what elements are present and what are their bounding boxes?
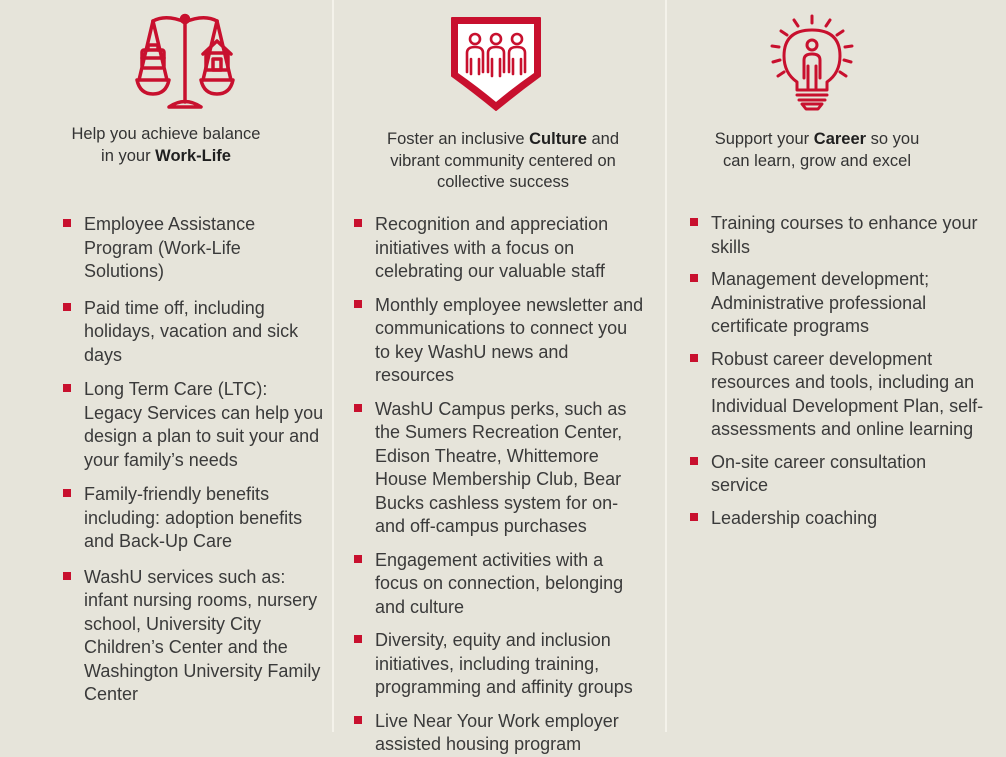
list-item: Family-friendly benefits including: adoption benefits and Back-Up Care bbox=[63, 483, 325, 554]
list-item: Robust career development resources and tools, including an Individual Development Plan, self-assessments and online learning bbox=[690, 348, 986, 442]
list-item: Recognition and appreciation initiatives with a focus on celebrating our valuable staff bbox=[354, 213, 644, 284]
list-item: Engagement activities with a focus on connection, belonging and culture bbox=[354, 549, 644, 620]
list-item: Management development; Administrative professional certificate programs bbox=[690, 268, 986, 339]
culture-list bbox=[354, 213, 644, 757]
list-item: Long Term Care (LTC): Legacy Services can help you design a plan to suit your and your family’s needs bbox=[63, 378, 325, 472]
list-item: Paid time off, including holidays, vacation and sick days bbox=[63, 297, 325, 368]
list-item: Leadership coaching bbox=[690, 507, 986, 531]
list-item: Monthly employee newsletter and communications to connect you to key WashU news and resources bbox=[354, 294, 644, 388]
career-column bbox=[667, 0, 1006, 732]
list-item: Training courses to enhance your skills bbox=[690, 212, 986, 259]
culture-column bbox=[334, 0, 665, 754]
culture-heading: Foster an inclusive Culture and vibrant community centered on collective success bbox=[386, 130, 620, 191]
list-item: Diversity, equity and inclusion initiatives, including training, programming and affinity groups bbox=[354, 629, 644, 700]
work-life-keyword: Work-Life bbox=[155, 146, 231, 165]
list-item: Employee Assistance Program (Work-Life Solutions) bbox=[63, 213, 325, 284]
work-life-heading: Help you achieve balance in your Work-Life bbox=[71, 125, 261, 165]
work-life-column bbox=[0, 0, 332, 732]
list-item: On-site career consultation service bbox=[690, 451, 986, 498]
list-item: WashU services such as: infant nursing rooms, nursery school, University City Children’s Center and the Washington University Family Center bbox=[63, 566, 325, 707]
lightbulb-person-icon bbox=[764, 14, 860, 112]
people-shield-icon bbox=[448, 14, 544, 114]
career-keyword: Career bbox=[813, 130, 867, 148]
list-item: Live Near Your Work employer assisted housing program bbox=[354, 710, 644, 757]
career-heading: Support your Career so you can learn, grow and excel bbox=[714, 130, 920, 170]
culture-keyword: Culture bbox=[529, 130, 587, 148]
list-item: WashU Campus perks, such as the Sumers Recreation Center, Edison Theatre, Whittemore House Membership Club, Bear Bucks cashless system for on- and off-campus purchases bbox=[354, 398, 644, 539]
work-life-list bbox=[63, 213, 325, 707]
career-list bbox=[690, 212, 986, 530]
balance-scale-icon bbox=[133, 10, 239, 116]
